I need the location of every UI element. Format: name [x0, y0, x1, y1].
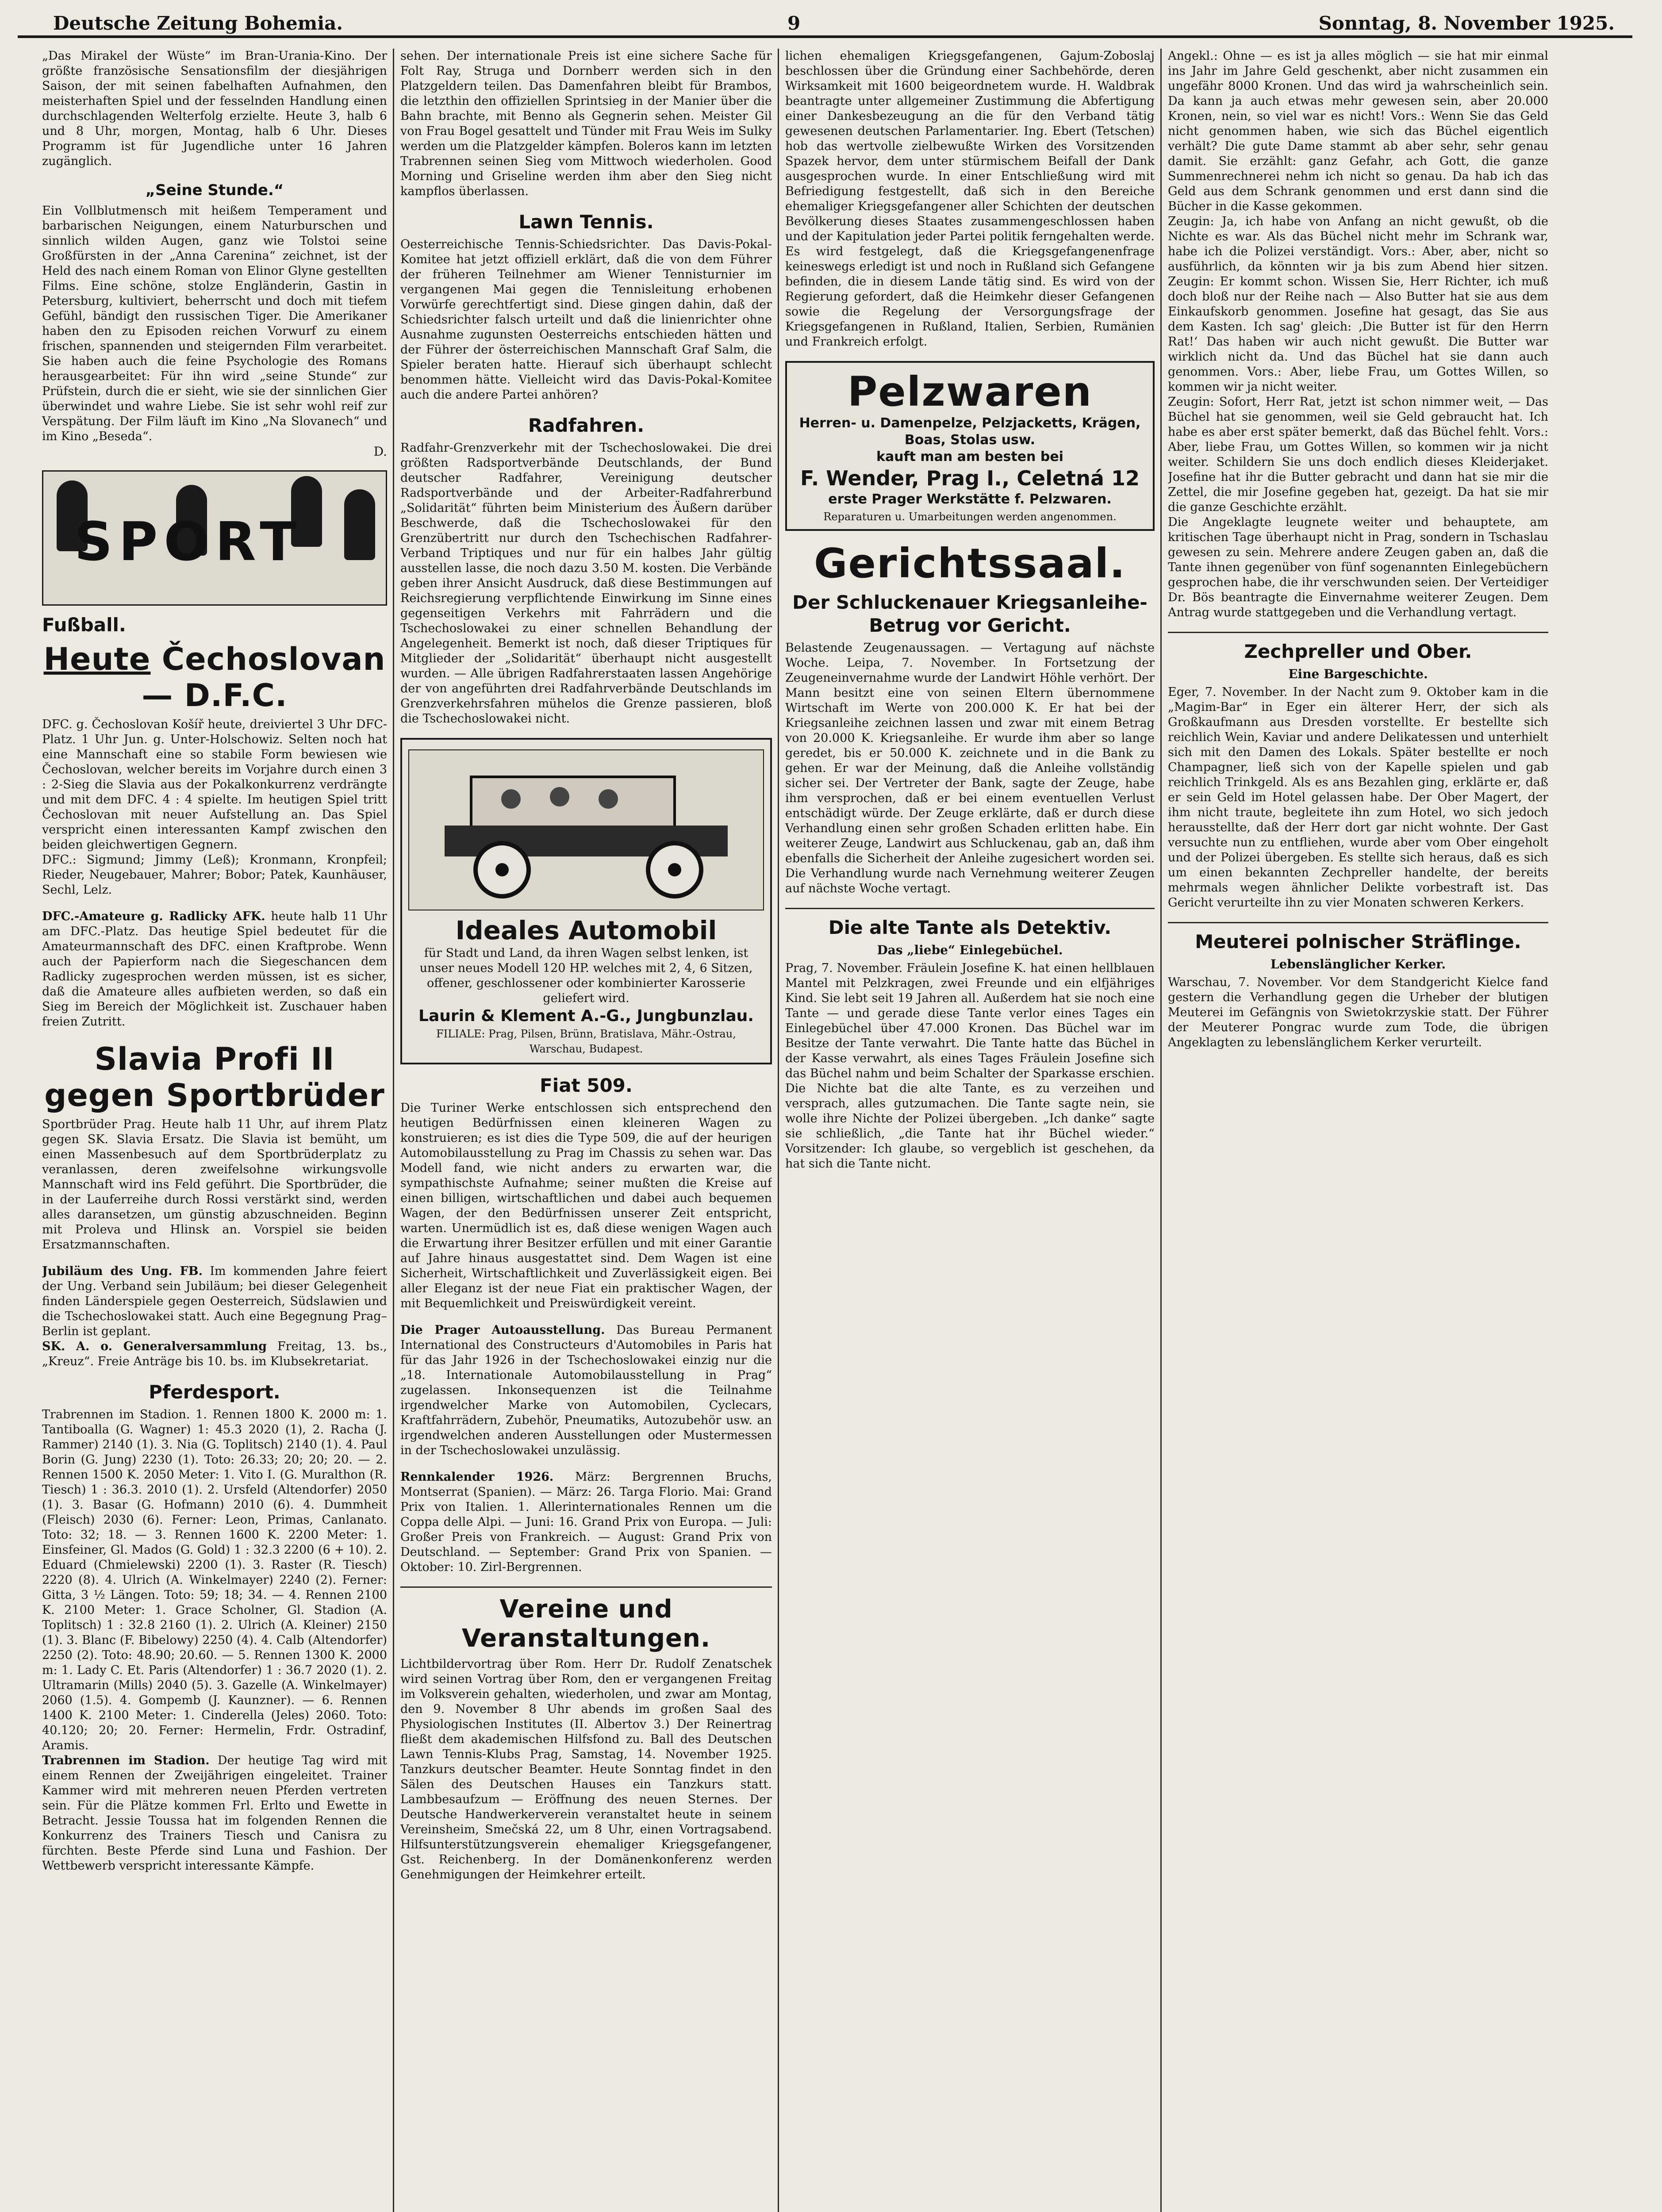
article-lead: Trabrennen im Stadion. — [42, 1754, 210, 1767]
article-text: Angekl.: Ohne — es ist ja alles möglich — sie hat mir einmal ins Jahr im Jahre Geld geschenkt, aber nicht zusammen ein ungefähr 8000 Kronen. Und das wird ja wahrscheinlich sein. Da kann ja auch etwas mehr gewesen sein, aber 20.000 Kronen, nein, so viel war es nicht! Vors.: Wenn Sie das Geld nicht genommen haben, wie sich das Büchel eigentlich verhält? Die gute Dame stammt ab aber sehr, sehr genau damit. Sie erzählt: ganz Gefahr, ach Gott, die ganze Summenrechnerei nehm ich nicht so genau. Da hab ich das Geld aus dem Schrank genommen und erst dann sind die Bücher in die Kasse gekommen. — [1168, 49, 1548, 213]
article-zechpreller — [1168, 685, 1548, 910]
column-rule — [778, 49, 779, 2212]
section-title-gerichtssaal: Gerichtssaal. — [814, 540, 1126, 587]
article-text: Lichtbildervortrag über Rom. Herr Dr. Rudolf Zenatschek wird seinen Vortrag über Rom, den er vergangenen Freitag im Volksverein gehalten, wiederholen, und zwar am Montag, den 9. November 8 Uhr abends im großen Saal des Physiologischen Institutes (II. Albertov 3.) Der Reinertrag fließt dem akademischen Hilfsfond zu. Ball des Deutschen Lawn Tennis-Klubs Prag, Samstag, 14. November 1925. Tanzkurs deutscher Beamter. Heute Sonntag findet in den Sälen des Deutschen Hauses ein Tanzkurs statt. Lambbesaufzum — Eröffnung des neuen Sternes. Der Deutsche Handwerkerverein veranstaltet heute in seinem Vereinsheim, Smečská 22, um 8 Uhr, einen Vortragsabend. Hilfsunterstützungsverein ehemaliger Kriegsgefangener, Gst. Reichenberg. In der Domänenkonferenz werden Genehmigungen der Heimkehrer erteilt. — [400, 1657, 772, 1882]
masthead — [18, 9, 1632, 38]
article-text: Warschau, 7. November. Vor dem Standgericht Kielce fand gestern die Verhandlung gegen die Urheber der blutigen Meuterei im Gefängnis von Swietokrzyskie statt. Der Führer der Meuterer Pongrac wurde zum Tode, die übrigen Angeklagten zu lebenslänglichem Kerker verurteilt. — [1168, 975, 1548, 1049]
match-headline: Slavia Profi II gegen Sportbrüder — [44, 1041, 385, 1114]
divider — [1168, 632, 1548, 633]
article-lineup: DFC.: Sigmund; Jimmy (Leß); Kronmann, Kronpfeil; Rieder, Neugebauer, Mahrer; Bobor; Patek, Kaunhäuser, Sechl, Lelz. — [42, 853, 387, 897]
article-match2 — [42, 1041, 387, 1252]
column-3 — [785, 49, 1155, 2212]
article-autoausstellung — [400, 1323, 772, 1458]
article-mirakel — [42, 49, 387, 169]
issue-date: Sonntag, 8. November 1925. — [1318, 12, 1615, 34]
athlete-figure — [344, 489, 375, 560]
article-seine-stunde — [42, 180, 387, 459]
sport-banner-word: SPORT — [74, 511, 303, 573]
match-title: Čechoslovan — D.F.C. — [142, 641, 386, 714]
column-rule — [1160, 49, 1162, 2212]
ad-branches: FILIALE: Prag, Pilsen, Brünn, Bratislava, Mähr.-Ostrau, Warschau, Budapest. — [436, 1028, 736, 1055]
article-text: sehen. Der internationale Preis ist eine sichere Sache für Folt Ray, Struga und Dornberr werden sich in den Platzgeldern teilen. Das Damenfahren bleibt für Brambos, die letzthin den offiziellen Sprintsieg in der Manier über die Bahn brachte, mit Benno als Gegnerin sehen. Meister Gil von Frau Bogel gesattelt und Tünder mit Frau Weis im Sulky werden um die Platzgelder kämpfen. Boleros kann im letzten Trabrennen seinen Sieg vom Mittwoch wiederholen. Good Morning und Griseline werden ihm aber den Sieg nicht kampflos überlassen. — [400, 49, 772, 198]
article-text: Trabrennen im Stadion. 1. Rennen 1800 K. 2000 m: 1. Tantiboalla (G. Wagner) 1: 45.3 2020 (1), 2. Racha (J. Rammer) 2140 (1). 3. Nia (G. Toplitsch) 2140 (1). 4. Paul Borin (G. Jung) 2230 (1). Toto: 26.33; 20; 20; 20. — 2. Rennen 1500 K. 2050 Meter: 1. Vito I. (G. Muralthon (R. Tiesch) 1 : 36.3. 2010 (1). 2. Ursfeld (Altendorfer) 2050 (1). 3. Basar (G. Hofmann) 2010 (6). 4. Dummheit (Fleisch) 2030 (6). Ferner: Leon, Primas, Canlanato. Toto: 32; 18. — 3. Rennen 1600 K. 2200 Meter: 1. Einsfeiner, Gl. Mados (G. Gold) 1 : 32.3 2200 (6 + 10). 2. Eduard (Chmielewski) 2200 (1). 3. Raster (R. Tiesch) 2220 (8). 4. Ulrich (A. Winkelmayer) 2240 (2). Ferner: Gitta, 3 ½ Längen. Toto: 59; 18; 34. — 4. Rennen 2100 K. 2100 Meter: 1. Grace Scholner, Gl. Stadion (A. Toplitsch) 1 : 32.8 2160 (1). 2. Ulrich (A. Kleiner) 2150 (1). 3. Blanc (F. Bibelowy) 2250 (4). 4. Calb (Altendorfer) 2250 (2). Toto: 48.90; 20.60. — 5. Rennen 1300 K. 2000 m: 1. Lady C. Et. Paris (Altendorfer) 1 : 36.7 2020 (1). 2. Ultramarin (Mills) 2040 (5). 3. Gazelle (A. Winkelmayer) 2060 (1.5). 4. Gompemb (J. Kaunzner). — 6. Rennen 1400 K. 2100 Meter: 1. Cinderella (Jeles) 2060. Toto: 40.120; 20; 20. Ferner: Hermelin, Frdr. Ostradinf, Aramis. — [42, 1408, 387, 1752]
ad-subtitle: kauft man am besten bei — [876, 449, 1063, 465]
article-schluckenau — [785, 641, 1155, 896]
article-text: Zeugin: Sofort, Herr Rat, jetzt ist schon nimmer weit, — Das Büchel hat sie genommen, weil sie Geld gebraucht hat. Ich habe es aber erst später bemerkt, daß das Büchel fehlt. Vors.: Aber, liebe Frau, um Gottes Willen, so kommen wir ja nicht weiter. Schildern Sie uns doch endlich dieses Kleiderjaket. Josefine hat ihr die Butter gebracht und dann hat sie mir die Zettel, die mir Josefine gegeben hat, gezeigt. Da hat sie mir die ganze Geschichte erzählt. — [1168, 395, 1548, 514]
section-title-fiat: Fiat 509. — [540, 1075, 633, 1096]
article-tante — [785, 961, 1155, 1171]
article-title: Meuterei polnischer Sträflinge. — [1195, 931, 1521, 952]
article-subtitle: Eine Bargeschichte. — [1288, 667, 1428, 681]
article-title: Die alte Tante als Detektiv. — [828, 917, 1112, 938]
article-lead: Rennkalender 1926. — [400, 1470, 554, 1484]
ad-company-sub: erste Prager Werkstätte f. Pelzwaren. — [828, 492, 1112, 507]
article-text: lichen ehemaligen Kriegsgefangenen, Gajum-Zoboslaj beschlossen über die Gründung einer Sachbehörde, deren Wirksamkeit mit 1600 beigeordnetem wurde. H. Waldbrak beantragte unter allgemeiner Zustimmung die Abfertigung einer Dankesbezeugung an die für den Verband tätig gewesenen deutschen Parlamentarier. Ing. Ebert (Tetschen) hob das wertvolle zielbewußte Wirken des Vorsitzenden Spazek hervor, dem unter stürmischem Beifall der Dank ausgesprochen wurde. In einer Entschließung wird mit Befriedigung festgestellt, daß sich in den Bereiche ehemaliger Kriegsgefangener aller Schichten der deutschen Bevölkerung dieses Staates zusammengeschlossen haben und der Kapitulation jeder Partei politik ferngehalten werde. Es wird festgelegt, daß die Kriegsgefangenenfrage keineswegs erledigt ist und noch in Rußland sich Gefangene befinden, die in diesem Lande tätig sind. Es wird von der Regierung gefordert, daß die Heimkehr dieser Gefangenen sowie die Regelung der Versorgungsfrage der Kriegsgefangenen in Rußland, Italien, Serbien, Rumänien und Frankreich erfolgt. — [785, 49, 1155, 349]
column-4 — [1168, 49, 1548, 2212]
article-subtitle: Lebenslänglicher Kerker. — [1270, 957, 1446, 972]
ad-company: F. Wender, Prag I., Celetná 12 — [800, 466, 1140, 490]
ad-text: für Stadt und Land, da ihren Wagen selbst lenken, ist unser neues Modell 120 HP. welches mit 2, 4, 6 Sitzen, offener, geschlossener oder kombinierter Karosserie geliefert wird. — [419, 946, 753, 1005]
column-2 — [400, 49, 772, 2212]
match-headline — [42, 641, 387, 714]
ad-title: Ideales Automobil — [455, 915, 717, 945]
divider — [1168, 922, 1548, 923]
article-text: Im kommenden Jahre feiert der Ung. Verband sein Jubiläum; bei dieser Gelegenheit finden Länderspiele gegen Oesterreich, Südslawien und die Tschechoslowakei statt. Auch eine Begegnung Prag–Berlin ist geplant. — [42, 1264, 387, 1338]
article-text: heute halb 11 Uhr am DFC.-Platz. Das heutige Spiel bedeutet für die Amateurmannschaft des DFC. einen Kraftprobe. Wenn auch der Papierform nach die Siegeschancen dem Radlicky zugesprochen werden müssen, ist es sicher, daß die Amateure alles aufbieten werden, so daß ein Sieg im Bereich der Möglichkeit ist. Zuschauer haben freien Zutritt. — [42, 910, 387, 1029]
article-text: Zeugin: Ja, ich habe von Anfang an nicht gewußt, ob die Nichte es war. Als das Büchel nicht mehr im Schrank war, habe ich die Polizei verständigt. Vors.: Aber, aber, nicht so ausführlich, da könnten wir ja bis zum Abend hier sitzen. Zeugin: Er kommt schon. Wissen Sie, Herr Richter, ich muß doch bloß nur der Reihe nach — Also Butter hat sie aus dem Einkaufskorb genommen. Josefine hat gesagt, das Sie aus dem Kasten. Ich sag' gleich: ‚Die Butter ist für den Herrn Rat!‘ Das haben wir auch nicht gewußt. Die Butter war wirklich nicht da. Und das Büchel hat sie dann auch genommen. Vors.: Aber, liebe Frau, um Gottes Willen, so kommen wir ja nicht weiter. — [1168, 215, 1548, 394]
article-jubilaeum — [42, 1264, 387, 1369]
section-title-fussball: Fußball. — [42, 614, 126, 636]
article-text: Das Bureau Permanent International des Constructeurs d'Automobiles in Paris hat für das Jahr 1926 in der Tschechoslowakei einzig nur die „18. Internationale Automobilausstellung in Prag“ zugelassen. Inkonsequenzen ist die Teilnahme irgendwelcher Marke von Automobilen, Cyclecars, Kraftfahrrädern, Zubehör, Pneumatiks, Autozubehör usw. an irgendwelchen anderen Ausstellungen oder Mustermessen in der Tschechoslowakei unzulässig. — [400, 1323, 772, 1457]
article-title: Zechpreller und Ober. — [1244, 641, 1472, 662]
article-lead: DFC.-Amateure g. Radlicky AFK. — [42, 910, 265, 923]
section-title-pferdesport: Pferdesport. — [149, 1381, 280, 1403]
sport-banner-image — [42, 470, 387, 606]
article-subtitle: Das „liebe“ Einlegebüchel. — [877, 943, 1063, 957]
section-title-vereine: Vereine und Veranstaltungen. — [461, 1595, 711, 1653]
article-text: Eger, 7. November. In der Nacht zum 9. Oktober kam in die „Magim-Bar“ in Eger ein älterer Herr, der sich als Großkaufmann aus Dresden vorstellte. Er bestellte sich reichlich Wein, Kaviar und andere Delikatessen und unterhielt sich mit den Damen des Lokals. Später bestellte er noch Champagner, ließ sich von der Kapelle spielen und gab reichlich Trinkgeld. Als es ans Bezahlen ging, erklärte er, daß er sein Geld im Hotel gelassen habe. Der Ober Magert, der ihm nicht traute, begleitete ihn zum Hotel, wo sich jedoch herausstellte, daß der Herr dort gar nicht wohnte. Der Gast versuchte nun zu entfliehen, wurde aber vom Ober eingeholt und der Polizei übergeben. Es stellte sich heraus, daß es sich um einen bekannten Zechpreller handelte, der bereits mehrmals wegen ähnlicher Delikte vorbestraft ist. Das Gericht verurteilte ihn zu vier Monaten schweren Kerkers. — [1168, 685, 1548, 910]
article-lead: SK. A. o. Generalversammlung — [42, 1340, 267, 1353]
article-title: Der Schluckenauer Kriegsanleihe-Betrug vor Gericht. — [792, 591, 1148, 636]
article-vereine — [400, 1657, 772, 1882]
page-number: 9 — [787, 12, 801, 34]
article-kriegsgefangene — [785, 49, 1155, 349]
article-text: Sportbrüder Prag. Heute halb 11 Uhr, auf ihrem Platz gegen SK. Slavia Ersatz. Die Slavia ist bemüht, um einen Massenbesuch auf dem Sportbrüderplatz zu veranlassen, deren zweifelsohne wirkungsvolle Mannschaft wird ins Feld geführt. Die Sportbrüder, die in der Lauferreihe durch Rossi verstärkt sind, werden alles daransetzen, um günstig abzuschneiden. Beginn mit Proleva und Hlinsk an. Vorspiel sie beiden Ersatzmannschaften. — [42, 1118, 387, 1252]
column-1 — [42, 49, 387, 2212]
article-tante-cont — [1168, 49, 1548, 620]
divider — [400, 1586, 772, 1588]
car-icon — [409, 750, 763, 910]
article-match1 — [42, 641, 387, 898]
article-fiat — [400, 1101, 772, 1311]
article-text: Freitag, 13. bs., „Kreuz“. Freie Anträge bis 10. bs. im Klubsekretariat. — [42, 1340, 387, 1368]
column-rule — [393, 49, 394, 2212]
paper-name: Deutsche Zeitung Bohemia. — [53, 12, 343, 34]
article-text: Der heutige Tag wird mit einem Rennen der Zweijährigen eingeleitet. Trainer Kammer wird mit mehreren neuen Pferden vertreten sein. Für die Plätze kommen Frl. Erlto und Ewette in Betracht. Jessie Toussa hat im folgenden Rennen die Konkurrenz des Trainers Tiesch und Canisra zu fürchten. Beste Pferde sind Luna und Fashion. Der Wettbewerb verspricht interessante Kämpfe. — [42, 1754, 387, 1873]
article-meuterei — [1168, 975, 1548, 1050]
article-text: „Das Mirakel der Wüste“ im Bran-Urania-Kino. Der größte französische Sensationsfilm der diesjährigen Saison, der mit seinen fabelhaften Aufnahmen, den meisterhaften Spiel und der fesselnden Handlung einen durchschlagenden Welterfolg erzielte. Heute 3, halb 6 und 8 Uhr, morgen, Montag, halb 6 Uhr. Dieses Programm ist für Jugendliche unter 16 Jahren zugänglich. — [42, 49, 387, 168]
article-text: Die Angeklagte leugnete weiter und behauptete, am kritischen Tage überhaupt nicht in Prag, sondern in Tschaslau gewesen zu sein. Mehrere andere Zeugen gaben an, daß die Tante ihnen gegenüber von fünf sogenannten Einlegebüchern gesprochen habe, die ihr verschwunden seien. Der Verteidiger Dr. Bös beantragte die Einvernahme weiterer Zeugen. Dem Antrag wurde stattgegeben und die Verhandlung vertagt. — [1168, 515, 1548, 619]
article-lead: Die Prager Autoausstellung. — [400, 1323, 605, 1337]
article-text: Die Turiner Werke entschlossen sich entsprechend den heutigen Bedürfnissen einen kleineren Wagen zu konstruieren; es ist dies die Type 509, die auf der heurigen Automobilausstellung zu Prag im Chassis zu sehen war. Das Modell fand, wie nicht anders zu erwarten war, die sympathischste Aufnahme; seiner mußten die Kreise auf einen billigen, wirtschaftlichen und dabei auch bequemen Wagen, der den Bedürfnissen unserer Zeit entspricht, warten. Unermüdlich ist es, daß diese wenigen Wagen auch die Erwartung ihrer Besitzer erfüllen und mit einer Garantie auf Jahre hinaus ausgestattet sind. Dem Wagen ist eine Sicherheit, Wirtschaftlichkeit und Zuverlässigkeit eigen. Bei aller Eleganz ist der neue Fiat ein praktischer Wagen, der mit Bequemlichkeit und Preiswürdigkeit vereint. — [400, 1101, 772, 1310]
article-lead: Jubiläum des Ung. FB. — [42, 1264, 203, 1278]
article-title: „Seine Stunde.“ — [145, 181, 284, 199]
ad-company: Laurin & Klement A.-G., Jungbunzlau. — [418, 1007, 754, 1025]
match-heute: Heute — [43, 641, 151, 677]
advertisement-pelzwaren — [785, 361, 1155, 531]
car-illustration — [408, 749, 764, 910]
divider — [785, 908, 1155, 909]
article-signature: D. — [373, 444, 387, 459]
section-title-radfahren: Radfahren. — [528, 415, 645, 436]
article-pferdesport — [42, 1407, 387, 1874]
article-radfahren — [400, 441, 772, 726]
article-text: Prag, 7. November. Fräulein Josefine K. hat einen hellblauen Mantel mit Pelzkragen, zwei Freunde und ein elfjähriges Kind. Sie lebt seit 19 Jahren all. Außerdem hat sie noch eine Tante — und gerade diese Tante verlor eines Tages ein Einlegebüchel über 47.000 Kronen. Das Büchel war im Besitze der Tante verwahrt. Die Tante hatte das Büchel in der Kasse verwahrt, als eines Tages Fräulein Josefine sich das Büchel nahm und beim Schalter der Sparkasse erschien. Die Nichte bat die alte Tante, es zu verzeihen und versprach, alles gutzumachen. Die Tante sagte nein, sie wolle ihre Nichte der Polizei übergeben. „Ich danke“ sagte sie schließlich, „die Tante hat ihr Büchel wieder.“ Vorsitzender: Ich glaube, so vergeblich ist geschehen, da hat sich die Tante nicht. — [785, 961, 1155, 1171]
article-text: Radfahr-Grenzverkehr mit der Tschechoslowakei. Die drei größten Radsportverbände Deutschlands, der Bund deutscher Radfahrer, Vereinigung deutscher Radsportverbände und der Arbeiter-Radfahrerbund „Solidarität“ führten beim Ministerium des Äußern darüber Beschwerde, daß die Tschechoslowakei für den Grenzübertritt nur durch den Tschechischen Radfahrer-Verband Triptiques und nur für ein halbes Jahr gültig ausstellen lasse, die noch dazu 3.50 M. kosten. Die Verbände geben ihrer Ansicht Ausdruck, daß diese Bestimmungen auf Reichsregierung verpflichtende Einwirkung im Sinne eines gegenseitigen Verkehrs mit Fahrrädern und die Tschechoslowakei zu einer schnellen Behandlung der Angelegenheit. Bemerkt ist noch, daß dieser Triptiques für Mitglieder der „Solidarität“ überhaupt nicht ausgestellt wurden. — Alle übrigen Radfahrerstaaten lassen Angehörige der von angeführten drei Radfahrverbände Deutschlands im Grenzverkehrsfahren mühelos die Grenze passieren, bloß die Tschechoslowakei nicht. — [400, 441, 772, 726]
ad-note: Reparaturen u. Umarbeitungen werden angenommen. — [823, 511, 1117, 523]
advertisement-automobil — [400, 738, 772, 1064]
article-text: März: Bergrennen Bruchs, Montserrat (Spanien). — März: 26. Targa Florio. Mai: Grand Prix von Italien. 1. Allerinternationales Rennen um die Coppa delle Alpi. — Juni: 16. Grand Prix von Europa. — Juli: Großer Preis von Frankreich. — August: Grand Prix von Deutschland. — September: Grand Prix von Spanien. — Oktober: 10. Zirl-Bergrennen. — [400, 1470, 772, 1574]
article-text: DFC. g. Čechoslovan Košíř heute, dreiviertel 3 Uhr DFC-Platz. 1 Uhr Jun. g. Unter-Holschowiz. Selten noch hat eine Mannschaft eine so stabile Form bewiesen wie Čechoslovan, welcher bereits im Vorjahre durch einen 3 : 2-Sieg die Slavia aus der Pokalkonkurrenz verdrängte und mit dem DFC. 4 : 4 spielte. Im heutigen Spiel tritt Čechoslovan mit neuer Aufstellung an. Das Spiel verspricht einen interessanten Kampf zwischen den beiden gleichwertigen Gegnern. — [42, 718, 387, 852]
article-text: Ein Vollblutmensch mit heißem Temperament und barbarischen Neigungen, einem Naturburschen und sinnlich wilden Augen, ganz wie Tolstoi seine Großfürsten in der „Anna Carenina“ zeichnet, ist der Held des nach einem Roman von Elinor Glyne gestellten Films. Eine schöne, stolze Engländerin, Gastin in Petersburg, kultiviert, beherrscht und doch mit tiefem Gefühl, bändigt den russischen Tiger. Die Amerikaner haben den zu Episoden reichen Vorwurf zu einem frischen, spannenden und steigernden Film verarbeitet. Sie haben auch die feine Psychologie des Romans herausgearbeitet: Für ihn wird „seine Stunde“ zur Prüfstein, durch die er sieht, wie sie der sinnlichen Gier überwindet und wahre Liebe. Sie ist sehr wohl reif zur Verspätung. Der Film läuft im Kino „Na Slovanech“ und im Kino „Beseda“. — [42, 204, 387, 443]
article-trabrennen-cont — [400, 49, 772, 199]
article-text: Oesterreichische Tennis-Schiedsrichter. Das Davis-Pokal-Komitee hat jetzt offiziell erklärt, daß die von dem Führer der früheren Teilnehmer am Wiener Tennisturnier im vergangenen Mai gegen die Tennisleitung erhobenen Vorwürfe gerechtfertigt sind. Diese gingen dahin, daß der Schiedsrichter falsch urteilt und daß die linienrichter ohne Ausnahme zugunsten Oesterreichs entschieden hätten und der Führer der österreichischen Mannschaft Graf Salm, die Spieler beraten hatte. Hierauf sich überhaupt schlecht benommen hätte. Vielleicht wird das Davis-Pokal-Komitee auch die andere Partei anhören? — [400, 238, 772, 402]
ad-subtitle: Herren- u. Damenpelze, Pelzjacketts, Krägen, Boas, Stolas usw. — [799, 415, 1141, 448]
article-text: Belastende Zeugenaussagen. — Vertagung auf nächste Woche. Leipa, 7. November. In Fortsetzung der Zeugeneinvernahme wurde der Landwirt Höhle verhört. Der Mann besitzt eine von seinen Eltern übernommene Wirtschaft im Werte von 200.000 K. Er hat bei der Kriegsanleihe zeichnen lassen und zwar mit einem Betrag von 20.000 K. Kriegsanleihe. Er wurde ihm aber so lange geredet, bis er 50.000 K. zeichnete und in die Bank zu gehen. Er war der Meinung, daß die Anleihe vollständig sicher sei. Der Vertreter der Bank, sagte der Zeuge, habe ihm versprochen, daß er bei einem eventuellen Verlust entschädigt würde. Der Zeuge erklärte, daß er durch diese Verhandlung einen sehr großen Schaden erlitten habe. Ein weiterer Zeuge, Landwirt aus Schluckenau, gab an, daß ihm ebenfalls die Sicherheit der Anleihe zugesichert worden sei. Die Verhandlung wurde nach Vernehmung weiterer Zeugen auf nächste Woche vertagt. — [785, 641, 1155, 895]
ad-title: Pelzwaren — [847, 368, 1093, 415]
article-amateure — [42, 909, 387, 1029]
article-tennis — [400, 237, 772, 403]
section-title-tennis: Lawn Tennis. — [518, 211, 654, 233]
article-rennkalender — [400, 1470, 772, 1575]
